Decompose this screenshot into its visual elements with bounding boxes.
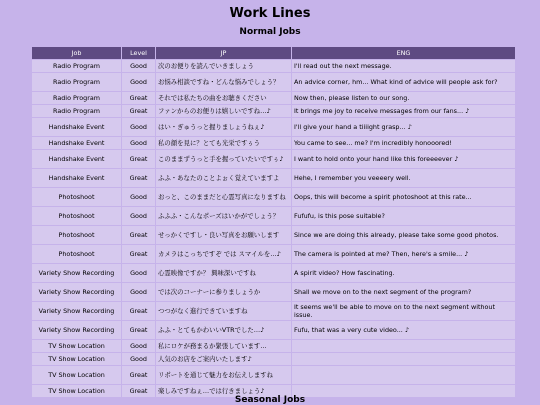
cell-level: Great <box>122 245 155 263</box>
cell-level: Great <box>122 150 155 168</box>
cell-level: Great <box>122 366 155 384</box>
cell-level: Good <box>122 340 155 352</box>
cell-eng <box>292 366 515 384</box>
section-title-normal-jobs: Normal Jobs <box>239 27 301 37</box>
cell-eng <box>292 340 515 352</box>
cell-job: TV Show Location <box>32 366 121 384</box>
cell-job: Radio Program <box>32 73 121 91</box>
work-lines-table <box>31 46 516 398</box>
cell-eng: Hehe, I remember you veeeery well. <box>292 169 515 187</box>
cell-level: Good <box>122 137 155 149</box>
cell-job: TV Show Location <box>32 340 121 352</box>
cell-eng: Fufufu, is this pose suitable? <box>292 207 515 225</box>
cell-jp: はい・ぎゅうっと握りましょうねぇ♪ <box>156 118 291 136</box>
table-row <box>32 118 515 136</box>
table-row <box>32 340 515 352</box>
table-header-row <box>32 47 515 59</box>
cell-level: Good <box>122 188 155 206</box>
cell-job: Photoshoot <box>32 207 121 225</box>
cell-eng: Oops, this will become a spirit photoshoot at this rate... <box>292 188 515 206</box>
cell-job: Variety Show Recording <box>32 321 121 339</box>
cell-jp: 次のお便りを読んでいきましょう <box>156 60 291 72</box>
cell-job: Handshake Event <box>32 150 121 168</box>
table-row <box>32 226 515 244</box>
cell-jp: 私にロケが務まるか緊張しています… <box>156 340 291 352</box>
table-row <box>32 302 515 320</box>
cell-level: Good <box>122 207 155 225</box>
cell-job: Radio Program <box>32 60 121 72</box>
table-row <box>32 283 515 301</box>
cell-jp: それでは私たちの曲をお聴きください <box>156 92 291 104</box>
column-header-level: Level <box>122 47 155 59</box>
cell-eng: It seems we'll be able to move on to the next segment without issue. <box>292 302 515 320</box>
cell-jp: ふふ・あなたのことよぉく覚えていますよ <box>156 169 291 187</box>
cell-eng: Since we are doing this already, please take some good photos. <box>292 226 515 244</box>
cell-jp: 心霊映像ですか？ 興味深いですね <box>156 264 291 282</box>
cell-level: Good <box>122 283 155 301</box>
cell-job: Photoshoot <box>32 226 121 244</box>
table-row <box>32 60 515 72</box>
cell-jp: ふふふ・こんなポーズはいかがでしょう？ <box>156 207 291 225</box>
column-header-job: Job <box>32 47 121 59</box>
cell-eng: I'll read out the next message. <box>292 60 515 72</box>
table-row <box>32 150 515 168</box>
page-title: Work Lines <box>229 6 311 21</box>
column-header-jp: JP <box>156 47 291 59</box>
table-row <box>32 353 515 365</box>
cell-eng: Shall we move on to the next segment of the program? <box>292 283 515 301</box>
table-row <box>32 188 515 206</box>
cell-job: Photoshoot <box>32 188 121 206</box>
cell-eng: Fufu, that was a very cute video... ♪ <box>292 321 515 339</box>
cell-job: Variety Show Recording <box>32 264 121 282</box>
cell-level: Good <box>122 73 155 91</box>
table-row <box>32 73 515 91</box>
table-row <box>32 92 515 104</box>
cell-eng: It brings me joy to receive messages from our fans... ♪ <box>292 105 515 117</box>
cell-jp: 楽しみですねぇ…では行きましょう♪ <box>156 385 291 397</box>
cell-level: Great <box>122 92 155 104</box>
cell-job: Radio Program <box>32 92 121 104</box>
cell-jp: カメラはこっちですぞ では スマイルを…♪ <box>156 245 291 263</box>
cell-job: Handshake Event <box>32 118 121 136</box>
table-row <box>32 321 515 339</box>
cell-level: Good <box>122 118 155 136</box>
cell-eng <box>292 353 515 365</box>
cell-job: Handshake Event <box>32 169 121 187</box>
table-row <box>32 245 515 263</box>
section-title-seasonal-jobs: Seasonal Jobs <box>234 395 306 405</box>
cell-jp: ふふ・とてもかわいいVTRでした…♪ <box>156 321 291 339</box>
cell-eng: You came to see... me? I'm incredibly honooored! <box>292 137 515 149</box>
cell-job: TV Show Location <box>32 353 121 365</box>
cell-level: Good <box>122 60 155 72</box>
cell-jp: お悩み相談ですね・どんな悩みでしょう？ <box>156 73 291 91</box>
cell-jp: せっかくですし・良い写真をお願いします <box>156 226 291 244</box>
cell-level: Great <box>122 321 155 339</box>
cell-jp: では次のコーナーに参りましょうか <box>156 283 291 301</box>
cell-job: Handshake Event <box>32 137 121 149</box>
cell-level: Great <box>122 169 155 187</box>
cell-level: Great <box>122 302 155 320</box>
cell-jp: 私の顔を見に？とても光栄ですぅう <box>156 137 291 149</box>
cell-level: Great <box>122 105 155 117</box>
column-header-eng: ENG <box>292 47 515 59</box>
cell-job: Photoshoot <box>32 245 121 263</box>
table-row <box>32 366 515 384</box>
cell-eng: I'll give your hand a tiiiight grasp... ♪ <box>292 118 515 136</box>
table-row <box>32 207 515 225</box>
cell-level: Great <box>122 226 155 244</box>
table-row <box>32 169 515 187</box>
cell-eng: An advice corner, hm... What kind of advice will people ask for? <box>292 73 515 91</box>
cell-jp: つつがなく進行できていますね <box>156 302 291 320</box>
cell-job: Variety Show Recording <box>32 283 121 301</box>
table-row <box>32 264 515 282</box>
cell-job: Variety Show Recording <box>32 302 121 320</box>
table-row <box>32 137 515 149</box>
cell-jp: リポートを通じて魅力をお伝えしますね <box>156 366 291 384</box>
cell-eng: The camera is pointed at me? Then, here's a smile... ♪ <box>292 245 515 263</box>
cell-level: Good <box>122 264 155 282</box>
cell-jp: おっと、このままだと心霊写真になりますね <box>156 188 291 206</box>
cell-job: Radio Program <box>32 105 121 117</box>
cell-eng: A spirit video? How fascinating. <box>292 264 515 282</box>
cell-level: Good <box>122 353 155 365</box>
cell-jp: ファンからのお便りは嬉しいですね…♪ <box>156 105 291 117</box>
cell-eng: Now then, please listen to our song. <box>292 92 515 104</box>
cell-jp: このままずうっと手を握っていたいですぅ♪ <box>156 150 291 168</box>
table-row <box>32 105 515 117</box>
cell-eng: I want to hold onto your hand like this foreeeever ♪ <box>292 150 515 168</box>
cell-jp: 人気のお店をご案内いたします♪ <box>156 353 291 365</box>
cell-level: Great <box>122 385 155 397</box>
cell-job: TV Show Location <box>32 385 121 397</box>
